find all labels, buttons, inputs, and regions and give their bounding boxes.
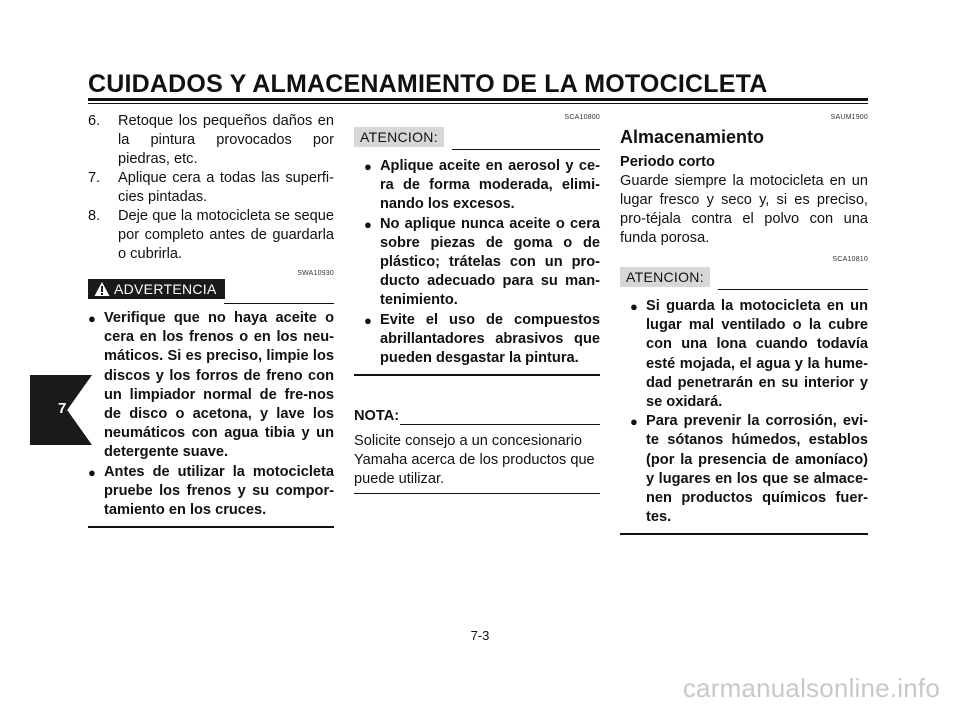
bullet-icon: ● (364, 312, 372, 328)
list-item (88, 207, 334, 264)
reference-code: SCA10800 (564, 114, 600, 121)
warning-bullet: ● Antes de utilizar la motocicleta pruebe los frenos y su compor-tamiento en los cruces. (88, 463, 334, 521)
caution-label: ATENCION: (620, 267, 710, 287)
warning-badge (88, 279, 225, 299)
warning-bottom-rule (88, 526, 334, 528)
title-rule-thin (88, 103, 868, 104)
caution-rule (452, 149, 600, 151)
chapter-number: 7 (58, 400, 67, 417)
caution-header (354, 126, 600, 148)
caution-bullet: ● No aplique nunca aceite o cera sobre piezas de goma o de plástico; trátelas con un pro-ducto adecuado para su man-tenimiento. (354, 215, 600, 311)
list-item (88, 169, 334, 207)
column-3 (620, 112, 868, 535)
subsection-title: Periodo corto (620, 154, 715, 170)
reference-code: SCA10810 (832, 256, 868, 263)
step-number: 8. (88, 208, 101, 224)
paragraph: Guarde siempre la motocicleta en un lugar fresco y seco y, si es preciso, pro-téjala contra el polvo con una funda porosa. (620, 173, 868, 246)
caution-bullet: ● Para prevenir la corrosión, evi-te sótanos húmedos, establos (por la presencia de amoníaco) y lugares en los que se almace-nen productos químicos fuer-tes. (620, 412, 868, 527)
note-header (354, 408, 600, 428)
page-number: 7-3 (470, 628, 490, 643)
warning-bullet: ● Verifique que no haya aceite o cera en los frenos o en los neu-máticos. Si es preciso, limpie los discos y los forros de freno con un limpiador normal de fre-nos de disco o acetona, y lave los neumáticos con agua tibia y un detergente suave. (88, 309, 334, 463)
caution-header (620, 266, 868, 288)
step-text: Retoque los pequeños daños en la pintura provocados por piedras, etc. (118, 113, 334, 167)
warning-header (88, 279, 334, 301)
step-number: 7. (88, 170, 101, 186)
bullet-icon: ● (364, 216, 372, 232)
reference-code: SWA10930 (297, 270, 334, 277)
note-rule (400, 424, 600, 425)
caution-bullet: ● Evite el uso de compuestos abrillantadores abrasivos que pueden desgastar la pintura. (354, 311, 600, 369)
title-rule (88, 98, 868, 101)
bullet-icon: ● (630, 299, 638, 314)
caution-bullet: ● Aplique aceite en aerosol y ce-ra de forma moderada, elimi-nando los excesos. (354, 157, 600, 215)
page-title: CUIDADOS Y ALMACENAMIENTO DE LA MOTOCICLETA (88, 70, 768, 98)
bullet-icon: ● (88, 311, 96, 326)
note-bottom-rule (354, 493, 600, 494)
column-2 (354, 112, 600, 494)
warning-triangle-icon (94, 281, 110, 297)
caution-rule (718, 289, 868, 291)
caution-bullet: ● Si guarda la motocicleta en un lugar mal ventilado o la cubre con una lona cuando todavía esté mojada, el agua y la hume-dad penetrarán en su interior y se oxidará. (620, 297, 868, 412)
step-number: 6. (88, 113, 101, 129)
step-text: Aplique cera a todas las superfi-cies pintadas. (118, 170, 334, 205)
reference-code: SAUM1900 (830, 114, 868, 121)
caution-label: ATENCION: (354, 127, 444, 147)
bullet-icon: ● (88, 464, 96, 480)
warning-rule (224, 303, 334, 305)
warning-label: ADVERTENCIA (114, 281, 217, 297)
step-text: Deje que la motocicleta se seque por completo antes de guardarla o cubrirla. (118, 208, 334, 262)
note-label: NOTA: (354, 407, 400, 424)
note-text: Solicite consejo a un concesionario Yamaha acerca de los productos que puede utilizar. (354, 432, 595, 487)
list-item (88, 112, 334, 169)
bullet-icon: ● (364, 159, 372, 174)
caution-bottom-rule (620, 533, 868, 535)
column-1 (88, 112, 334, 528)
section-title: Almacenamiento (620, 127, 765, 147)
watermark: carmanualsonline.info (682, 673, 940, 703)
bullet-icon: ● (630, 414, 638, 430)
